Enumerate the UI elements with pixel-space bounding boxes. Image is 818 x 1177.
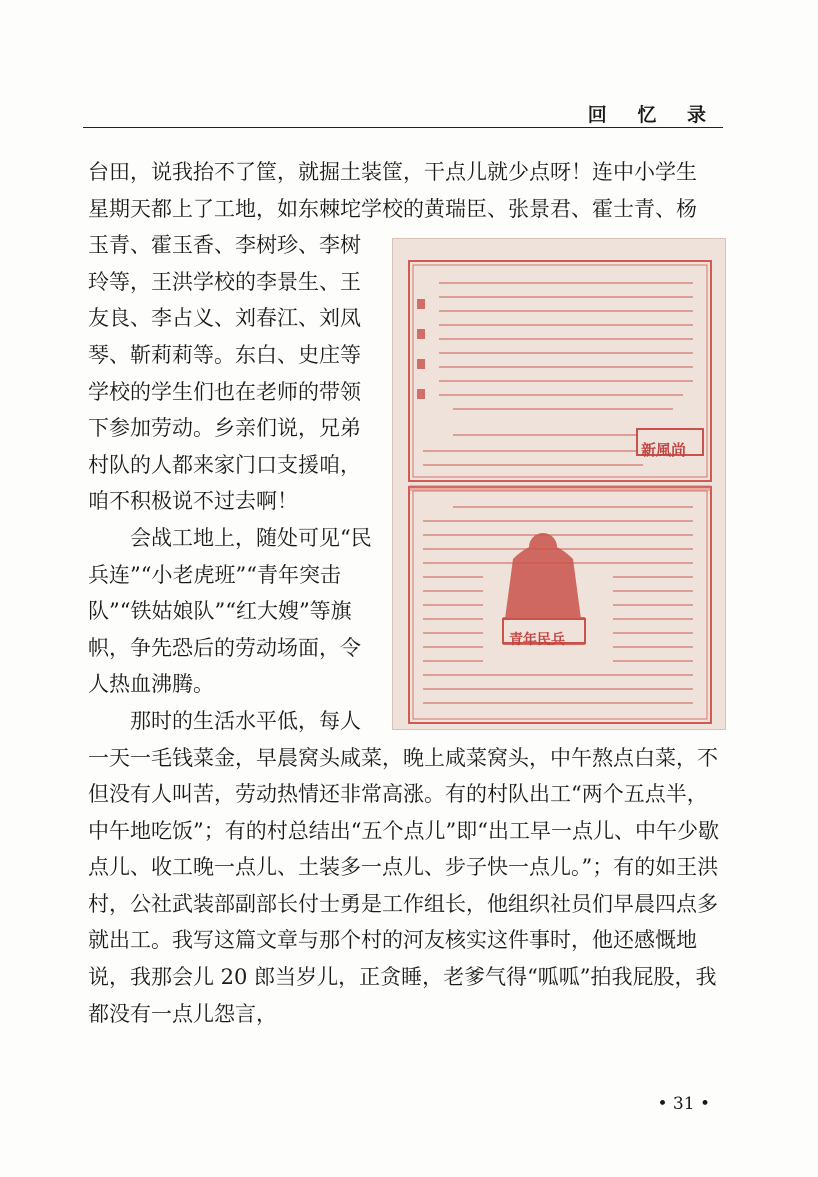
stamp-new-trend: 新風尚: [641, 441, 687, 460]
stamp-youth-militia: 青年民兵: [509, 632, 565, 649]
paragraph-3: 那时的生活水平低，每人一天一毛钱菜金，早晨窝头咸菜，晚上咸菜窝头，中午熬点白菜，不但没有人叫苦，劳动热情还非常高涨。有的村队出工“两个五点半，中午地吃饭”；有的村总结出“五个点儿”即“出工早一点儿、中午少歇点儿、收工晚一点儿、土装多一点儿、步子快一点儿。”；有的如王洪村，公社武装部副部长付士勇是工作组长，他组织社员们早晨四点多就出工。我写这篇文章与那个村的河友核实这件事时，他还感慨地说，我那会儿 20 郎当岁儿，正贪睡，老爹气得“呱呱”拍我屁股，我都没有一点儿怨言，: [88, 708, 719, 1026]
running-header-title: 回 忆 录: [587, 104, 718, 126]
body-text: [88, 154, 726, 1032]
paragraph-2: 会战工地上，随处可见“民兵连”“小老虎班”“青年突击队”“铁姑娘队”“红大嫂”等旗帜，争先恐后的劳动场面，令人热血沸腾。: [88, 525, 372, 697]
page-number: • 31 •: [657, 1094, 710, 1114]
paragraph-1-rest: 玉青、霍玉香、李树珍、李树玲等，王洪学校的李景生、王友良、李占义、刘春江、刘凤琴、靳莉莉等。东白、史庄等学校的学生们也在老师的带领下参加劳动。乡亲们说，兄弟村队的人都来家门口支援咱，咱不积极说不过去啊！: [88, 233, 361, 514]
paragraph-line: 星期天都上了工地，如东棘坨学校的黄瑞臣、张景君、霍士青、杨: [88, 196, 697, 221]
header-rule: [83, 127, 723, 128]
newspaper-photo: [392, 238, 726, 730]
paragraph-line: 台田，说我抬不了筐，就掘土装筐，干点儿就少点呀！连中小学生: [88, 160, 697, 184]
